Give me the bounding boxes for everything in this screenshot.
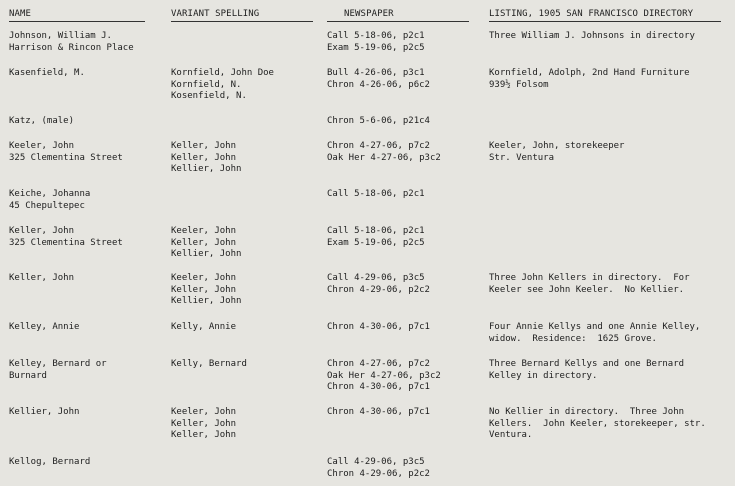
entry-listing (489, 273, 729, 296)
entry-listing (489, 322, 729, 345)
entry-variant-spelling (171, 68, 321, 103)
entry-newspaper-line: Chron 5-6-06, p21c4 (327, 116, 430, 126)
entry-newspaper-line: Exam 5-19-06, p2c5 (327, 42, 425, 53)
entry-variant-spelling-line: Keller, John (171, 152, 237, 163)
entry-variant-spelling-line: Kellier, John (171, 296, 242, 306)
entry-newspaper-line: Chron 4-26-06, p6c2 (327, 79, 430, 90)
entry-newspaper-line: Oak Her 4-27-06, p3c2 (327, 152, 441, 163)
entry-newspaper-line: Call 4-29-06, p3c5 (327, 273, 425, 283)
entry-name (9, 322, 164, 334)
entry-newspaper-line: Chron 4-30-06, p7c1 (327, 322, 430, 332)
header-rule-newspaper (327, 21, 469, 22)
entry-newspaper (327, 116, 482, 128)
entry-newspaper (327, 457, 482, 480)
entry-name (9, 31, 164, 54)
entry-name-line: Johnson, William J. (9, 31, 112, 41)
header-newspaper: NEWSPAPER (344, 9, 394, 19)
entry-variant-spelling (171, 273, 321, 308)
entry-name-line: 45 Chepultepec (9, 200, 85, 211)
entry-name-line: 325 Clementina Street (9, 152, 123, 163)
entry-variant-spelling-line: Kellier, John (171, 164, 242, 174)
entry-listing (489, 31, 729, 43)
entry-variant-spelling-line: Kornfield, John Doe (171, 68, 274, 78)
entry-newspaper-line: Call 5-18-06, p2c1 (327, 31, 425, 41)
entry-listing-line: 939½ Folsom (489, 79, 549, 90)
entry-newspaper-line: Oak Her 4-27-06, p3c2 (327, 370, 441, 381)
entry-newspaper (327, 31, 482, 54)
entry-variant-spelling-line: Kellier, John (171, 249, 242, 259)
entry-listing (489, 407, 729, 442)
entry-variant-spelling-line: Keller, John (171, 141, 237, 151)
entry-listing (489, 141, 729, 164)
entry-variant-spelling (171, 359, 321, 371)
entry-name (9, 116, 164, 128)
entry-listing-line: No Kellier in directory. Three John (489, 407, 685, 417)
header-listing: LISTING, 1905 SAN FRANCISCO DIRECTORY (489, 9, 694, 19)
entry-variant-spelling-line: Kelly, Bernard (171, 359, 247, 369)
entry-newspaper-line: Chron 4-30-06, p7c1 (327, 382, 430, 392)
entry-variant-spelling-line: Keller, John (171, 284, 237, 295)
entry-name-line: 325 Clementina Street (9, 237, 123, 248)
entry-variant-spelling-line: Kelly, Annie (171, 322, 237, 332)
header-rule-variant (171, 21, 313, 22)
header-rule-name (9, 21, 145, 22)
entry-name-line: Burnard (9, 370, 47, 381)
entry-listing-line: Kornfield, Adolph, 2nd Hand Furniture (489, 68, 690, 78)
entry-listing-line: Ventura. (489, 430, 533, 440)
entry-listing-line: widow. Residence: 1625 Grove. (489, 333, 657, 344)
table-header (0, 9, 735, 23)
entry-listing-line: Four Annie Kellys and one Annie Kelley, (489, 322, 701, 332)
entry-name-line: Keller, John (9, 226, 75, 236)
entry-name-line: Keeler, John (9, 141, 75, 151)
entry-newspaper (327, 359, 482, 394)
entry-name (9, 141, 164, 164)
entry-variant-spelling (171, 407, 321, 442)
entry-newspaper-line: Exam 5-19-06, p2c5 (327, 237, 425, 248)
entry-variant-spelling-line: Keller, John (171, 418, 237, 429)
entry-newspaper-line: Bull 4-26-06, p3c1 (327, 68, 425, 78)
entry-variant-spelling-line: Kosenfield, N. (171, 91, 247, 101)
entry-name-line: Kelley, Bernard or (9, 359, 107, 369)
entry-newspaper-line: Chron 4-29-06, p2c2 (327, 468, 430, 479)
header-name: NAME (9, 9, 32, 19)
entry-listing-line: Three Bernard Kellys and one Bernard (489, 359, 685, 369)
header-variant-spelling: VARIANT SPELLING (171, 9, 260, 19)
entry-name-line: Kellier, John (9, 407, 80, 417)
entry-listing-line: Keeler see John Keeler. No Kellier. (489, 284, 685, 295)
entry-name-line: Katz, (male) (9, 116, 75, 126)
entry-variant-spelling-line: Keeler, John (171, 226, 237, 236)
entry-newspaper (327, 189, 482, 201)
entry-name-line: Kelley, Annie (9, 322, 80, 332)
entry-name (9, 359, 164, 382)
entry-name-line: Harrison & Rincon Place (9, 42, 134, 53)
entry-name-line: Keiche, Johanna (9, 189, 91, 199)
entry-listing-line: Kelley in directory. (489, 370, 598, 381)
entry-name (9, 189, 164, 212)
entry-listing-line: Kellers. John Keeler, storekeeper, str. (489, 418, 706, 429)
entry-newspaper (327, 226, 482, 249)
entry-variant-spelling (171, 226, 321, 261)
entry-newspaper (327, 141, 482, 164)
entry-name-line: Kellog, Bernard (9, 457, 91, 467)
entry-variant-spelling-line: Kornfield, N. (171, 79, 242, 90)
entry-newspaper (327, 322, 482, 334)
entry-newspaper-line: Chron 4-27-06, p7c2 (327, 359, 430, 369)
entry-newspaper (327, 68, 482, 91)
entry-variant-spelling-line: Keeler, John (171, 407, 237, 417)
entry-listing (489, 68, 729, 91)
entry-name-line: Keller, John (9, 273, 75, 283)
entry-newspaper-line: Call 5-18-06, p2c1 (327, 226, 425, 236)
entry-variant-spelling-line: Keller, John (171, 237, 237, 248)
entry-listing (489, 359, 729, 382)
entry-name (9, 68, 164, 80)
entry-name (9, 273, 164, 285)
entry-newspaper-line: Call 4-29-06, p3c5 (327, 457, 425, 467)
entry-newspaper-line: Chron 4-29-06, p2c2 (327, 284, 430, 295)
entry-name-line: Kasenfield, M. (9, 68, 85, 78)
entry-listing-line: Three William J. Johnsons in directory (489, 31, 695, 41)
entry-newspaper-line: Chron 4-30-06, p7c1 (327, 407, 430, 417)
entry-variant-spelling-line: Keller, John (171, 430, 237, 440)
entry-variant-spelling (171, 322, 321, 334)
entry-name (9, 226, 164, 249)
entry-listing-line: Three John Kellers in directory. For (489, 273, 690, 283)
entry-newspaper (327, 407, 482, 419)
entry-name (9, 407, 164, 419)
entry-variant-spelling-line: Keeler, John (171, 273, 237, 283)
header-rule-listing (489, 21, 721, 22)
entry-newspaper (327, 273, 482, 296)
entry-variant-spelling (171, 141, 321, 176)
entry-listing-line: Str. Ventura (489, 152, 555, 163)
entry-newspaper-line: Chron 4-27-06, p7c2 (327, 141, 430, 151)
entry-listing-line: Keeler, John, storekeeper (489, 141, 625, 151)
entry-name (9, 457, 164, 469)
entry-newspaper-line: Call 5-18-06, p2c1 (327, 189, 425, 199)
